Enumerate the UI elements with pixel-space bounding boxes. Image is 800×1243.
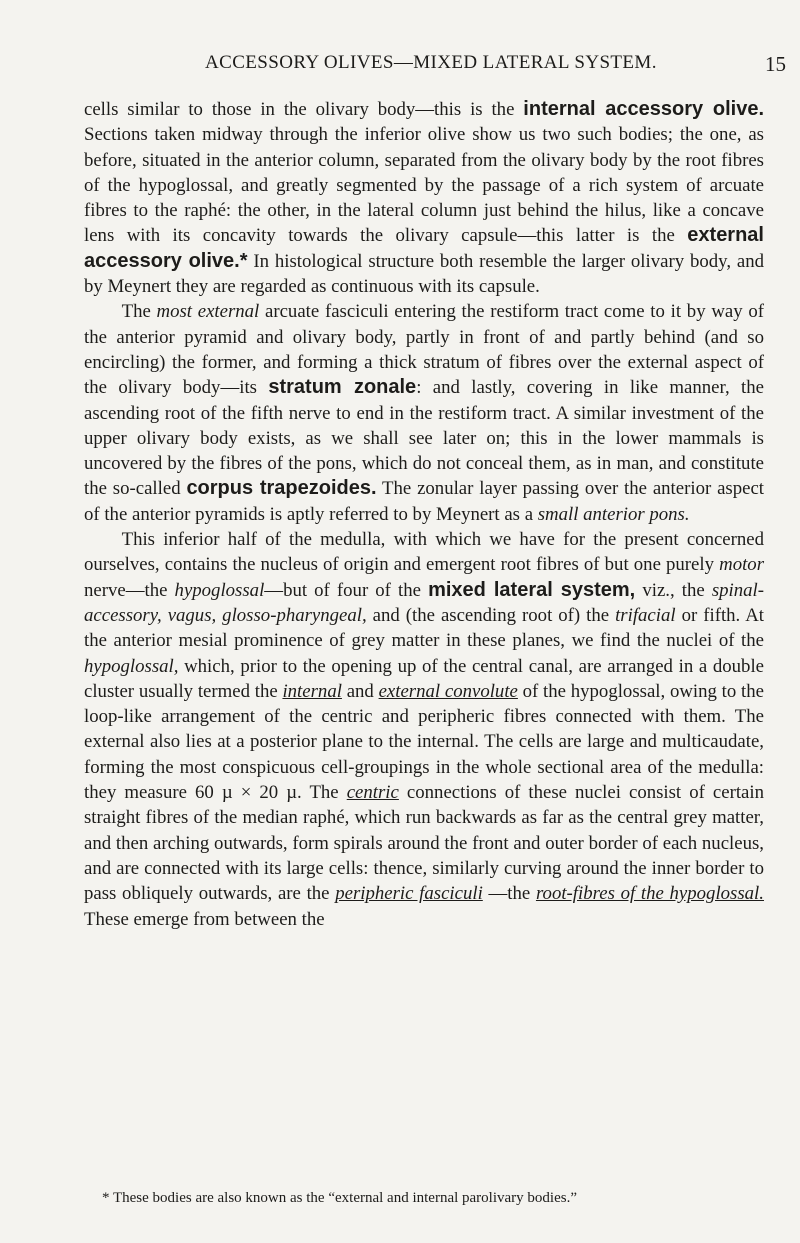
text-segment: This inferior half of the medulla, with which we have for the present concerned ourselves, contains the nucleus of origin and emergent root fibres of but one purely bbox=[84, 529, 764, 576]
italic-phrase: most external bbox=[156, 301, 260, 323]
italic-phrase: hypoglossal, bbox=[84, 655, 179, 677]
italic-phrase: spinal-accessory, vagus, glosso-pharyngeal, bbox=[84, 579, 764, 626]
text-segment: viz., the bbox=[635, 579, 712, 601]
text-segment: The bbox=[121, 301, 157, 323]
text-segment: or fifth. At the anterior mesial prominence of grey matter in these planes, we find the nuclei of the bbox=[84, 604, 764, 652]
footnote-text: * These bodies are also known as the “external and internal parolivary bodies.” bbox=[102, 1190, 577, 1206]
text-segment: —the bbox=[482, 883, 536, 905]
text-segment: In histological structure both resemble the larger olivary body, and by Meynert they are regarded as continuous with its capsule. bbox=[84, 250, 764, 298]
text-segment: The zonular layer passing over the anterior aspect of the anterior pyramids is aptly referred to by Meynert as a bbox=[84, 478, 765, 525]
italic-phrase: hypoglossal bbox=[174, 579, 265, 601]
page-number: 15 bbox=[765, 52, 786, 76]
body-text bbox=[84, 97, 764, 932]
text-segment: and bbox=[341, 680, 379, 702]
text-segment: connections of these nuclei consist of certain straight fibres of the median raphé, which run backwards as far as the central grey matter, and then arching outwards, form spirals around the front and outer border of each nucleus, and are connected with its large cells: thence, similarly curving around the inner border to pass obliquely outwards, are the bbox=[84, 782, 765, 905]
term-external-accessory-olive: external accessory olive.* bbox=[84, 224, 764, 272]
term-stratum-zonale: stratum zonale bbox=[268, 376, 417, 399]
underlined-phrase: peripheric fasciculi bbox=[335, 883, 483, 905]
text-segment: which, prior to the opening up of the central canal, are arranged in a double cluster usually termed the bbox=[84, 655, 764, 702]
term-corpus-trapezoides: corpus trapezoides. bbox=[186, 477, 377, 500]
footnote bbox=[84, 1189, 764, 1208]
text-segment: Sections taken midway through the inferior olive show us two such bodies; the one, as before, situated in the anterior column, separated from the olivary body by the root fibres of the hypoglossal, and greatly segmented by the passage of a rich system of arcuate fibres to the raphé: the other, in the lateral column just behind the hilus, like a concave lens with its concavity towards the olivary capsule—this latter is the bbox=[84, 124, 764, 247]
underlined-phrase: centric bbox=[346, 782, 399, 804]
text-segment: cells similar to those in the olivary body—this is the bbox=[84, 99, 524, 120]
text-segment: : and lastly, covering in like manner, the ascending root of the fifth nerve to end in the restiform tract. A similar investment of the upper olivary body exists, as we shall see later on; this in the lower mammals is uncovered by the fibres of the pons, which do not conceal them, as in man, and constitute the so-called bbox=[84, 377, 764, 500]
underlined-phrase: external convolute bbox=[378, 680, 518, 702]
paragraph bbox=[84, 527, 764, 932]
text-segment: arcuate fasciculi entering the restiform tract come to it by way of the anterior pyramid and olivary body, partly in front of and partly behind (and so encircling) the former, and forming a thick stratum of fibres over the external aspect of the olivary body—its bbox=[84, 301, 764, 399]
text-segment: These emerge from between the bbox=[84, 908, 325, 930]
italic-phrase: motor bbox=[719, 554, 764, 576]
paragraph bbox=[84, 299, 764, 527]
italic-phrase: small anterior pons. bbox=[537, 503, 690, 525]
page-header bbox=[0, 52, 800, 82]
underlined-phrase: internal bbox=[282, 680, 342, 702]
text-segment: —but of four of the bbox=[264, 579, 429, 601]
text-segment: of the hypoglossal, owing to the loop-like arrangement of the centric and peripheric fibres connected with them. The external also lies at a posterior plane to the internal. The cells are large and multicaudate, forming the most conspicuous cell-groupings in the whole sectional area of the medulla: they measure 60 µ × 20 µ. The bbox=[84, 680, 764, 804]
term-internal-accessory-olive: internal accessory olive. bbox=[523, 98, 764, 120]
text-segment: nerve—the bbox=[84, 579, 175, 601]
italic-phrase: trifacial bbox=[615, 604, 676, 626]
underlined-phrase: root-fibres of the hypoglossal. bbox=[535, 883, 764, 905]
paragraph bbox=[84, 97, 764, 299]
term-mixed-lateral-system: mixed lateral system, bbox=[428, 578, 636, 601]
text-segment: and (the ascending root of) the bbox=[366, 604, 616, 626]
running-title: ACCESSORY OLIVES—MIXED LATERAL SYSTEM. bbox=[205, 52, 657, 73]
